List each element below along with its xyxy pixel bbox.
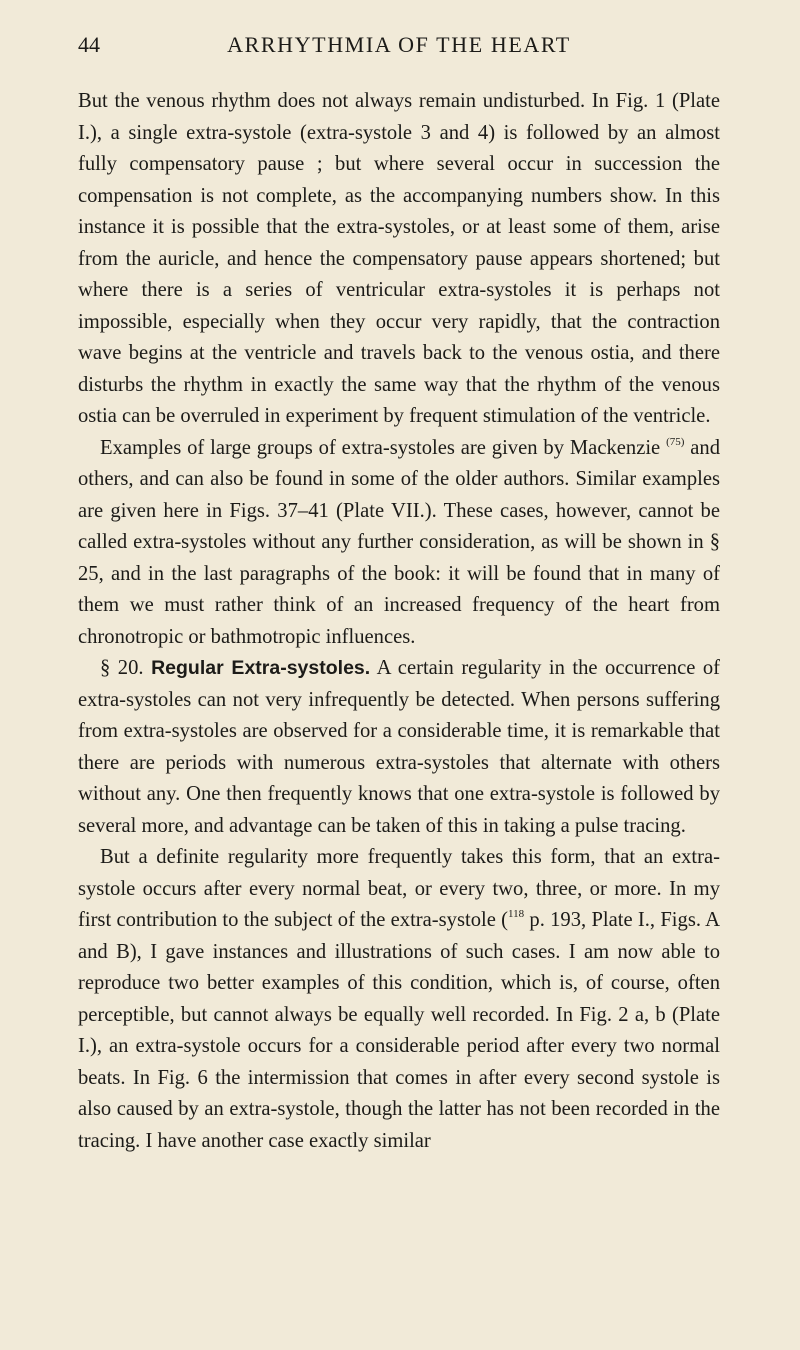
paragraph-3-text: A certain regularity in the occurrence of extra-systoles can not very infrequently be detected. When persons suffering from extra-systoles are observed for a considerable time, it is remarkable that there are periods with numerous extra-systoles that alternate with others without any. One then frequently knows that one extra-systole is followed by several more, and advantage can be taken of this in taking a pulse tracing. xyxy=(78,657,721,837)
paragraph-2-text-a: Examples of large groups of extra-systoles are given by Mackenzie xyxy=(100,436,667,459)
body-text xyxy=(78,86,720,1157)
reference-118: 118 xyxy=(508,908,525,920)
paragraph-4-text-a: But a definite regularity more frequently takes this form, that an extra-systole occurs after every normal beat, or every two, three, or more. In my first contribution to the subject of the extra-systole ( xyxy=(78,846,720,931)
paragraph-4 xyxy=(78,842,720,1157)
paragraph-2-text-b: and others, and can also be found in some of the older authors. Similar examples are given here in Figs. 37–41 (Plate VII.). These cases, however, cannot be called extra-systoles without any further consideration, as will be shown in § 25, and in the last paragraphs of the book: it will be found that in many of them we must rather think of an increased frequency of the heart from chronotropic or bathmotropic influences. xyxy=(78,436,720,648)
section-number: § 20. xyxy=(100,657,144,679)
page-number: 44 xyxy=(78,32,100,57)
running-title: ARRHYTHMIA OF THE HEART xyxy=(227,32,571,57)
paragraph-1: But the venous rhythm does not always remain undisturbed. In Fig. 1 (Plate I.), a single extra-systole (extra-systole 3 and 4) is followed by an almost fully compensatory pause ; but where several occur in succession the compensation is not complete, as the accompanying numbers show. In this instance it is possible that the extra-systoles, or at least some of them, arise from the auricle, and hence the compensatory pause appears shortened; but where there is a series of ventricular extra-systoles it is perhaps not impossible, especially when they occur very rapidly, that the contraction wave begins at the ventricle and travels back to the venous ostia, and there disturbs the rhythm in exactly the same way that the rhythm of the venous ostia can be overruled in experiment by frequent stimulation of the ventricle. xyxy=(78,90,720,427)
page-header xyxy=(78,28,720,68)
paragraph-2 xyxy=(78,433,720,654)
section-heading: Regular Extra-systoles. xyxy=(151,657,371,679)
reference-75: (75) xyxy=(666,435,685,448)
paragraph-4-text-b: p. 193, Plate I., Figs. A and B), I gave instances and illustrations of such cases. I am now able to reproduce two better examples of this condition, which is, of course, often perceptible, but cannot always be equally well recorded. In Fig. 2 a, b (Plate I.), an extra-systole occurs for a considerable period after every two normal beats. In Fig. 6 the intermission that comes in after every second systole is also caused by an extra-systole, though the latter has not been recorded in the tracing. I have another case exactly similar xyxy=(78,909,720,1152)
paragraph-3 xyxy=(78,653,720,842)
